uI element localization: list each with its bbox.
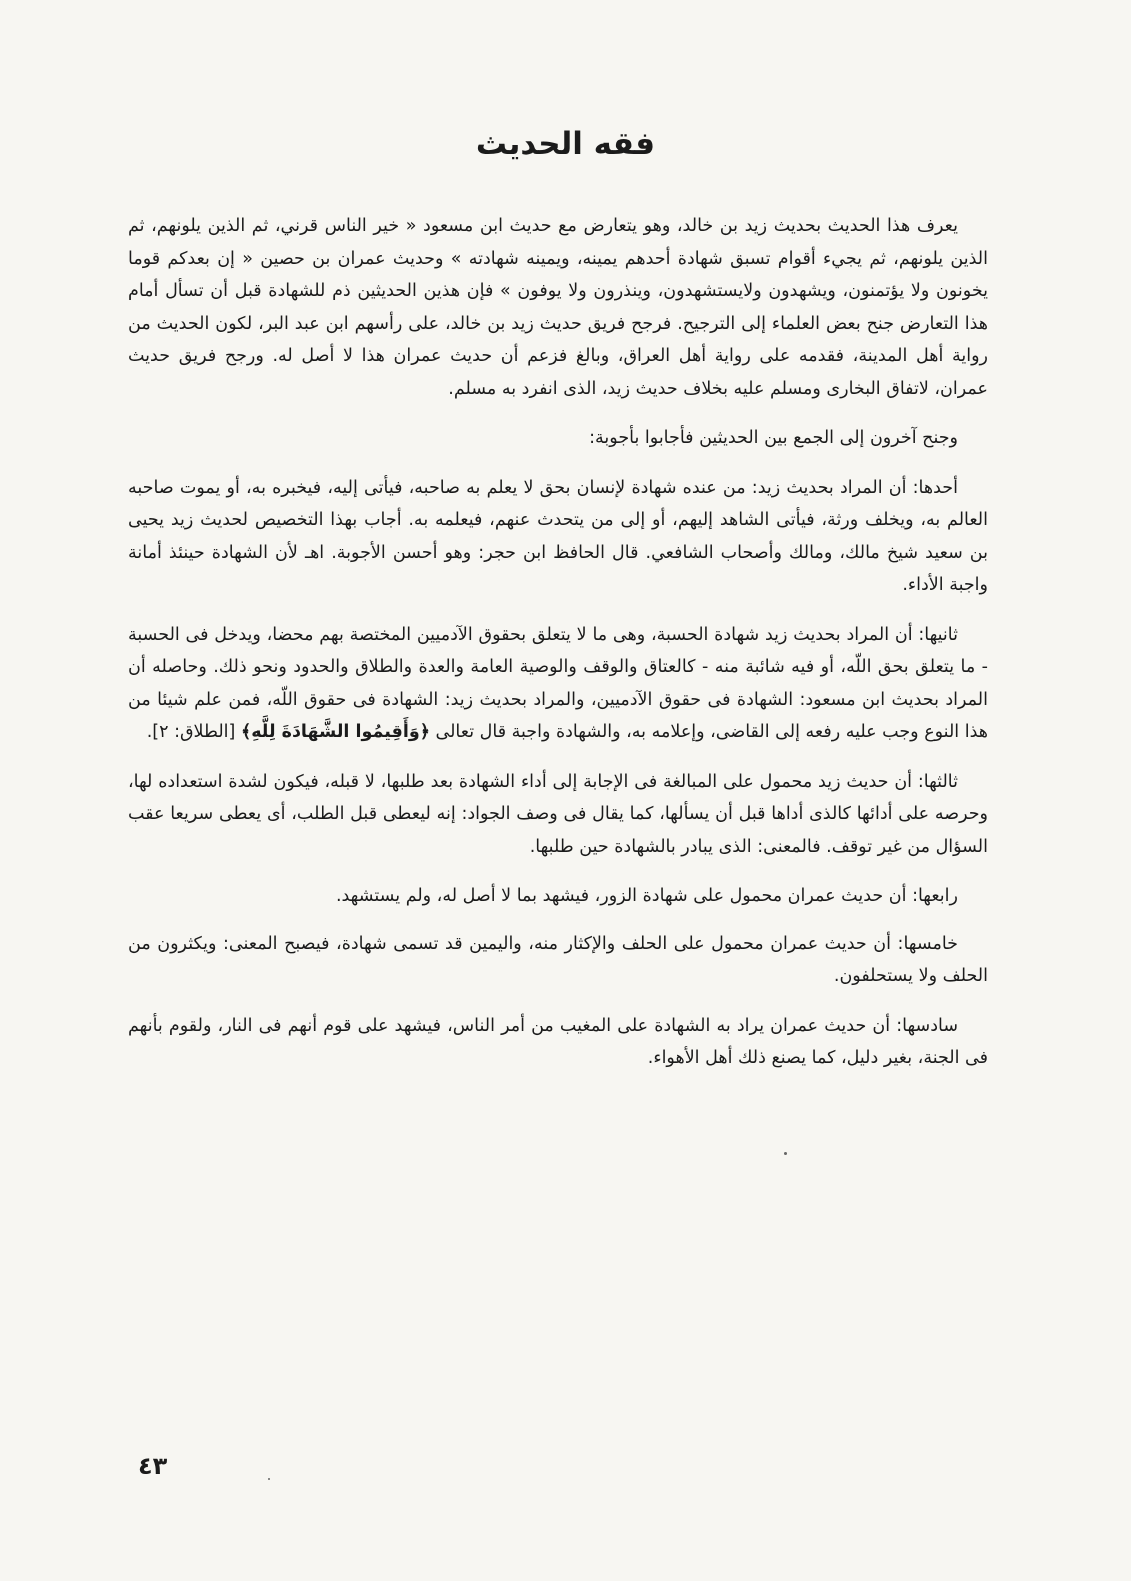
page-number: ٤٣	[138, 1452, 168, 1480]
quran-verse: ﴿وَأَقِيمُوا الشَّهَادَةَ لِلَّهِ﴾	[240, 722, 430, 742]
paragraph-answer-4: رابعها: أن حديث عمران محمول على شهادة الزور، فيشهد بما لا أصل له، ولم يستشهد.	[335, 886, 958, 906]
verse-citation: [الطلاق: ٢].	[146, 722, 241, 742]
scan-speck	[268, 1478, 270, 1480]
paragraph-intro: يعرف هذا الحديث بحديث زيد بن خالد، وهو يتعارض مع حديث ابن مسعود « خير الناس قرني، ثم الذين يلونهم، ثم الذين يلونهم، ثم يجيء أقوام تسبق شهادة أحدهم يمينه، ويمينه شهادته » وحديث عمران بن حصين « إن بعدكم قوما يخونون ولا يؤتمنون، ويشهدون ولايستشهدون، وينذرون ولا يوفون » فإن هذين الحديثين ذم للشهادة قبل أن تسأل أمام هذا التعارض جنح بعض العلماء إلى الترجيح. فرجح فريق حديث زيد بن خالد، على رأسهم ابن عبد البر، لكون الحديث من رواية أهل المدينة، فقدمه على رواية أهل العراق، وبالغ فزعم أن حديث عمران هذا لا أصل له. ورجح فريق حديث عمران، لاتفاق البخارى ومسلم عليه بخلاف حديث زيد، الذى انفرد به مسلم.	[128, 216, 988, 399]
paragraph-answer-1: أحدها: أن المراد بحديث زيد: من عنده شهادة لإنسان بحق لا يعلم به صاحبه، فيأتى إليه، فيخبره به، أو يموت صاحبه العالم به، ويخلف ورثة، فيأتى الشاهد إليهم، أو إلى من يتحدث عنهم، فيعلمه به. أجاب بهذا التخصيص لحديث زيد يحيى بن سعيد شيخ مالك، ومالك وأصحاب الشافعي. قال الحافظ ابن حجر: وهو أحسن الأجوبة. اهـ لأن الشهادة حينئذ أمانة واجبة الأداء.	[128, 477, 988, 595]
paragraph-reconciliation: وجنح آخرون إلى الجمع بين الحديثين فأجابوا بأجوبة:	[589, 428, 958, 448]
scan-speck	[784, 1152, 787, 1155]
answer-2-text: ثانيها: أن المراد بحديث زيد شهادة الحسبة، وهى ما لا يتعلق بحقوق الآدميين المختصة بهم محضا، ويدخل فى الحسبة - ما يتعلق بحق اللّه، أو فيه شائبة منه - كالعتاق والوقف والوصية العامة والعدة والطلاق والحدود ونحو ذلك. وحاصله أن المراد بحديث ابن مسعود: الشهادة فى حقوق الآدميين، والمراد بحديث زيد: الشهادة فى حقوق اللّه، فمن علم شيئا من هذا النوع وجب عليه رفعه إلى القاضى، وإعلامه به، والشهادة واجبة قال تعالى	[128, 624, 988, 742]
paragraph-answer-5: خامسها: أن حديث عمران محمول على الحلف والإكثار منه، واليمين قد تسمى شهادة، فيصبح المعنى: ويكثرون من الحلف ولا يستحلفون.	[128, 933, 988, 986]
page-title: فقه الحديث	[475, 126, 656, 162]
paragraph-answer-3: ثالثها: أن حديث زيد محمول على المبالغة فى الإجابة إلى أداء الشهادة بعد طلبها، لا قبله، فيكون لشدة استعداده لها، وحرصه على أدائها كالذى أداها قبل أن يسألها، كما يقال فى وصف الجواد: إنه ليعطى قبل الطلب، أى يعطى سريعا عقب السؤال من غير توقف. فالمعنى: الذى يبادر بالشهادة حين طلبها.	[128, 771, 988, 857]
paragraph-answer-2	[128, 619, 988, 749]
body-text	[128, 210, 988, 1092]
paragraph-answer-6: سادسها: أن حديث عمران يراد به الشهادة على المغيب من أمر الناس، فيشهد على قوم أنهم فى النار، ولقوم بأنهم فى الجنة، بغير دليل، كما يصنع ذلك أهل الأهواء.	[128, 1015, 988, 1068]
